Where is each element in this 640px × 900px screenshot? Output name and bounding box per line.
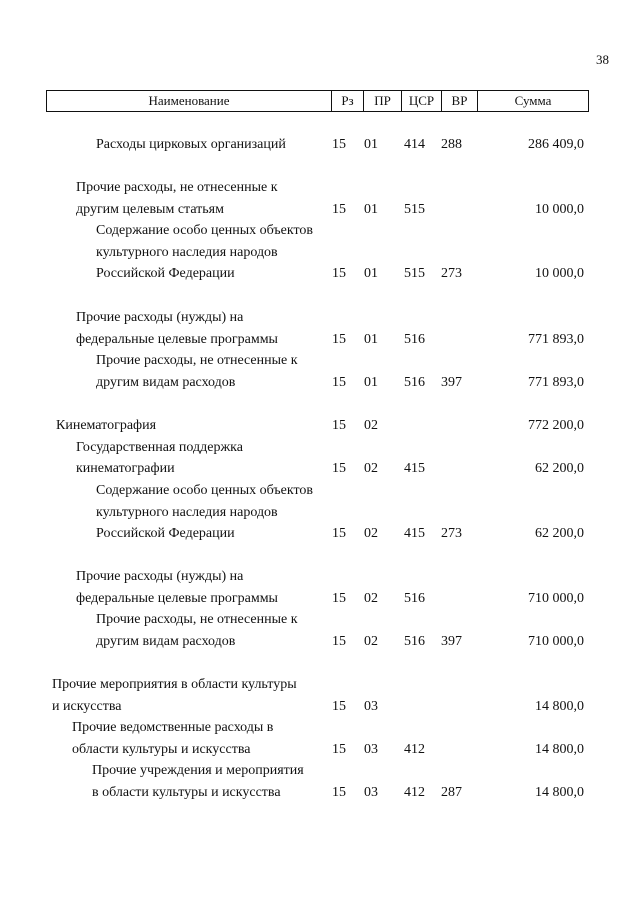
row-name: Прочие учреждения и мероприятия в области культуры и искусства	[92, 763, 304, 800]
row-csr: 412	[404, 784, 425, 800]
row-pr: 01	[364, 266, 378, 281]
row-rz: 15	[332, 266, 346, 281]
header-sum: Сумма	[477, 91, 588, 111]
header-csr: ЦСР	[401, 91, 441, 111]
row-sum: 771 893,0	[528, 374, 584, 390]
row-name: Прочие расходы, не отнесенные к другим целевым статьям	[76, 180, 278, 217]
row-pr: 02	[364, 418, 378, 433]
row-pr: 01	[364, 374, 378, 390]
row-vr: 273	[441, 266, 462, 281]
row-csr: 415	[404, 526, 425, 541]
page-number: 38	[596, 52, 609, 67]
row-rz: 15	[332, 526, 346, 541]
row-name: Государственная поддержка кинематографии	[76, 439, 243, 476]
header-rz: Рз	[331, 91, 363, 111]
row-pr: 01	[364, 331, 378, 347]
row-rz: 15	[332, 741, 346, 757]
row-csr: 515	[404, 201, 425, 217]
row-rz: 15	[332, 784, 346, 800]
row-pr: 03	[364, 784, 378, 800]
row-sum: 286 409,0	[528, 137, 584, 152]
row-vr: 288	[441, 137, 462, 152]
row-pr: 01	[364, 137, 378, 152]
row-sum: 14 800,0	[535, 698, 584, 714]
row-pr: 02	[364, 526, 378, 541]
row-rz: 15	[332, 590, 346, 606]
row-sum: 10 000,0	[535, 266, 584, 281]
row-vr: 273	[441, 526, 462, 541]
row-csr: 516	[404, 374, 425, 390]
row-csr: 412	[404, 741, 425, 757]
row-name: Прочие расходы, не отнесенные к другим видам расходов	[96, 612, 298, 649]
row-rz: 15	[332, 698, 346, 714]
row-rz: 15	[332, 374, 346, 390]
row-rz: 15	[332, 418, 346, 433]
row-pr: 02	[364, 633, 378, 649]
row-sum: 710 000,0	[528, 633, 584, 649]
row-csr: 516	[404, 331, 425, 347]
row-rz: 15	[332, 331, 346, 347]
header-vr: ВР	[441, 91, 477, 111]
row-csr: 515	[404, 266, 425, 281]
row-csr: 414	[404, 137, 425, 152]
row-csr: 415	[404, 461, 425, 476]
row-rz: 15	[332, 633, 346, 649]
row-sum: 10 000,0	[535, 201, 584, 217]
row-vr: 397	[441, 633, 462, 649]
row-name: Кинематография	[56, 418, 157, 433]
header-name: Наименование	[148, 93, 230, 108]
row-rz: 15	[332, 201, 346, 217]
row-name: Прочие ведомственные расходы в области культуры и искусства	[72, 720, 274, 757]
row-rz: 15	[332, 137, 346, 152]
row-name: Прочие расходы, не отнесенные к другим видам расходов	[96, 353, 298, 390]
row-name: Прочие мероприятия в области культуры и искусства	[52, 677, 297, 714]
row-name: Содержание особо ценных объектов культурного наследия народов Российской Федерации	[96, 223, 314, 281]
row-pr: 02	[364, 590, 378, 606]
row-pr: 03	[364, 741, 378, 757]
row-pr: 01	[364, 201, 378, 217]
row-sum: 710 000,0	[528, 590, 584, 606]
row-sum: 14 800,0	[535, 741, 584, 757]
row-csr: 516	[404, 633, 425, 649]
row-sum: 772 200,0	[528, 418, 584, 433]
row-name: Содержание особо ценных объектов культурного наследия народов Российской Федерации	[96, 483, 314, 541]
row-sum: 14 800,0	[535, 784, 584, 800]
row-name: Прочие расходы (нужды) на федеральные целевые программы	[76, 310, 278, 347]
row-name: Прочие расходы (нужды) на федеральные целевые программы	[76, 569, 278, 606]
row-pr: 02	[364, 461, 378, 476]
row-rz: 15	[332, 461, 346, 476]
row-vr: 287	[441, 784, 462, 800]
row-vr: 397	[441, 374, 462, 390]
row-sum: 62 200,0	[535, 461, 584, 476]
row-sum: 62 200,0	[535, 526, 584, 541]
header-pr: ПР	[363, 91, 401, 111]
row-sum: 771 893,0	[528, 331, 584, 347]
row-pr: 03	[364, 698, 378, 714]
row-csr: 516	[404, 590, 425, 606]
row-name: Расходы цирковых организаций	[96, 137, 286, 152]
